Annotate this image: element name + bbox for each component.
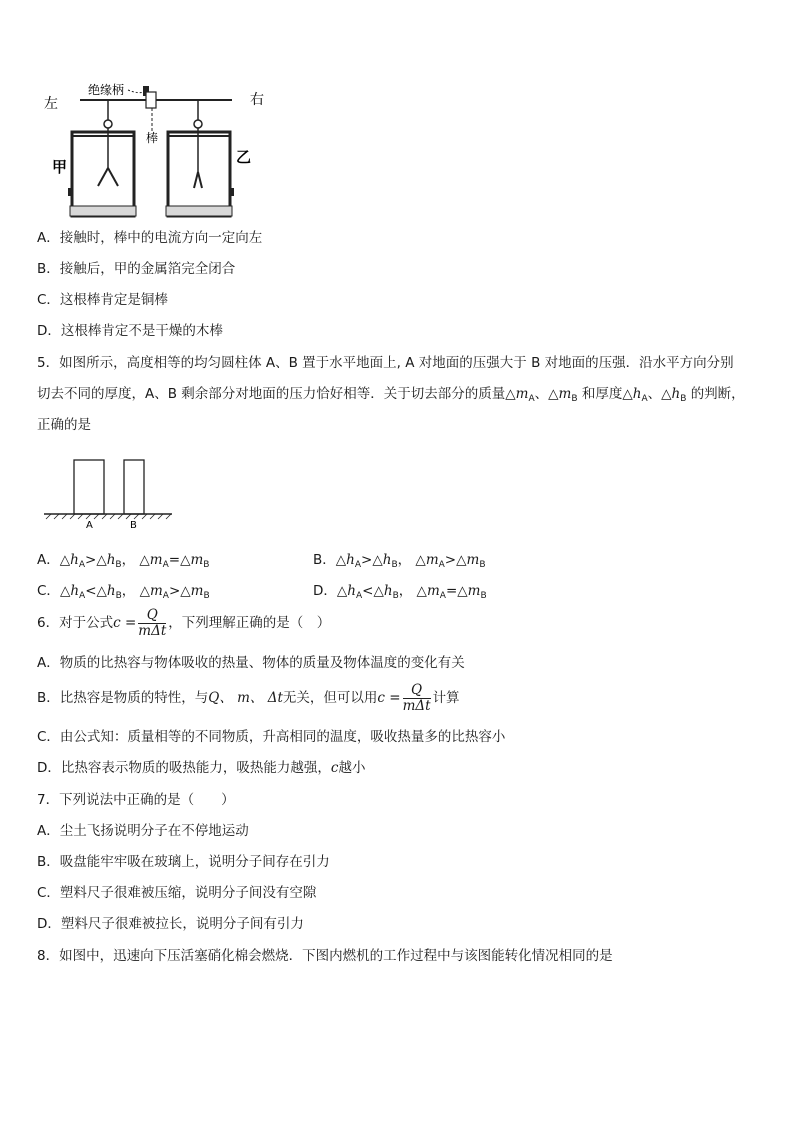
- q7-option-a: A．尘土飞扬说明分子在不停地运动: [37, 823, 249, 839]
- right-label: 右: [250, 92, 264, 108]
- cylinder-a-label: A: [86, 520, 93, 530]
- q5-stem-line2-mid: 和厚度△: [581, 386, 633, 402]
- electroscope-yi: [166, 100, 234, 216]
- q6-formula-fraction: [138, 608, 166, 639]
- electroscope-figure: [40, 80, 280, 220]
- q5-option-b: B．$\triangle h_A>\triangle h_B$， $\triangle m_A>\triangle m_B$: [313, 552, 486, 570]
- q6-option-c: C．由公式知：质量相等的不同物质，升高相同的温度，吸收热量多的比热容小: [37, 729, 506, 745]
- q6-option-d-var: c: [330, 760, 339, 776]
- q6-option-b-post: 计算: [432, 690, 460, 706]
- q5-option-b-rel-m: >: [444, 552, 457, 568]
- q5-option-a: A．$\triangle h_A>\triangle h_B$， $\triangle m_A=\triangle m_B$: [37, 552, 210, 570]
- q7-option-b: B．吸盘能牢牢吸在玻璃上，说明分子间存在引力: [37, 854, 330, 870]
- left-label: 左: [44, 96, 58, 112]
- q5-stem-line3: 正确的是: [37, 417, 91, 433]
- q5-stem-line1: 5．如图所示，高度相等的均匀圆柱体 A、B 置于水平地面上, A 对地面的压强大于 B 对地面的压强．沿水平方向分别: [37, 355, 734, 371]
- yi-label: 乙: [236, 148, 252, 166]
- q4-option-d: D．这根棒肯定不是干燥的木棒: [37, 323, 223, 339]
- q6-option-b-formula-c: c =: [377, 690, 401, 706]
- q5-option-c-rel-m: >: [168, 583, 181, 599]
- q6-stem-post: ，下列理解正确的是（ ）: [168, 615, 331, 631]
- q6-option-d: [37, 759, 365, 777]
- q5-option-d-rel-m: =: [445, 583, 458, 599]
- q6-option-b-vars: Q、 m、 Δt: [208, 690, 283, 706]
- q5-option-b-rel-h: >: [361, 552, 373, 568]
- q5-option-a-letter: A．: [37, 552, 60, 568]
- q5-option-a-rel-m: =: [168, 552, 181, 568]
- q5-option-d-letter: D．: [313, 583, 337, 599]
- q4-option-c: C．这根棒肯定是铜棒: [37, 292, 168, 308]
- q7-option-c: C．塑料尺子很难被压缩，说明分子间没有空隙: [37, 885, 317, 901]
- q6-option-b-num: Q: [403, 683, 431, 699]
- q6-option-b-fraction: [403, 683, 431, 714]
- q6-option-b-den: mΔt: [402, 697, 431, 714]
- q6-option-b: [37, 681, 460, 715]
- q6-option-b-pre: B．比热容是物质的特性，与: [37, 690, 209, 706]
- q8-stem: 8．如图中，迅速向下压活塞硝化棉会燃烧．下图内燃机的工作过程中与该图能转化情况相同的是: [37, 948, 613, 964]
- q4-option-a: A．接触时，棒中的电流方向一定向左: [37, 230, 263, 246]
- q6-option-d-pre: D．比热容表示物质的吸热能力，吸热能力越强，: [37, 760, 331, 776]
- electroscope-jia: [68, 100, 136, 216]
- q5-stem-line2-pre: 切去不同的厚度，A、B 剩余部分对地面的压力恰好相等．关于切去部分的质量△: [37, 386, 516, 402]
- cylinder-b-label: B: [130, 520, 137, 530]
- q6-formula-c: c =: [113, 615, 137, 631]
- q5-option-c-rel-h: <: [85, 583, 97, 599]
- jia-label: 甲: [52, 158, 68, 176]
- q6-formula-num: Q: [138, 608, 166, 624]
- q6-option-d-post: 越小: [338, 760, 366, 776]
- q7-stem: 7．下列说法中正确的是（ ）: [37, 792, 235, 808]
- q6-option-a: A．物质的比热容与物体吸收的热量、物体的质量及物体温度的变化有关: [37, 655, 465, 671]
- handle-label: 绝缘柄: [88, 83, 125, 97]
- q5-option-a-rel-h: >: [85, 552, 97, 568]
- q5-stem-line2-post: 的判断，: [690, 386, 745, 402]
- cylinder-a: [74, 460, 104, 514]
- q5-option-c: C．$\triangle h_A<\triangle h_B$， $\triangle m_A>\triangle m_B$: [37, 583, 210, 601]
- q6-stem-pre: 6．对于公式: [37, 615, 114, 631]
- q5-option-c-letter: C．: [37, 583, 60, 599]
- q6-option-b-mid: 无关，但可以用: [282, 690, 378, 706]
- rod-label: 棒: [146, 131, 159, 145]
- cylinders-figure: [44, 456, 174, 530]
- q5-option-b-letter: B．: [313, 552, 336, 568]
- q5-option-d: D．$\triangle h_A<\triangle h_B$， $\triangle m_A=\triangle m_B$: [313, 583, 487, 601]
- q5-stem-line2: 切去不同的厚度，A、B 剩余部分对地面的压力恰好相等．关于切去部分的质量$\triangle m_A$、$\triangle m_B$ 和厚度$\triangle h_A$、$\triangle h_B$ 的判断，: [37, 386, 745, 404]
- q5-option-d-rel-h: <: [362, 583, 374, 599]
- q6-formula-den: mΔt: [138, 622, 167, 639]
- q7-option-d: D．塑料尺子很难被拉长，说明分子间有引力: [37, 916, 304, 932]
- cylinder-b: [124, 460, 144, 514]
- q6-stem: [37, 606, 330, 640]
- q4-option-b: B．接触后，甲的金属箔完全闭合: [37, 261, 236, 277]
